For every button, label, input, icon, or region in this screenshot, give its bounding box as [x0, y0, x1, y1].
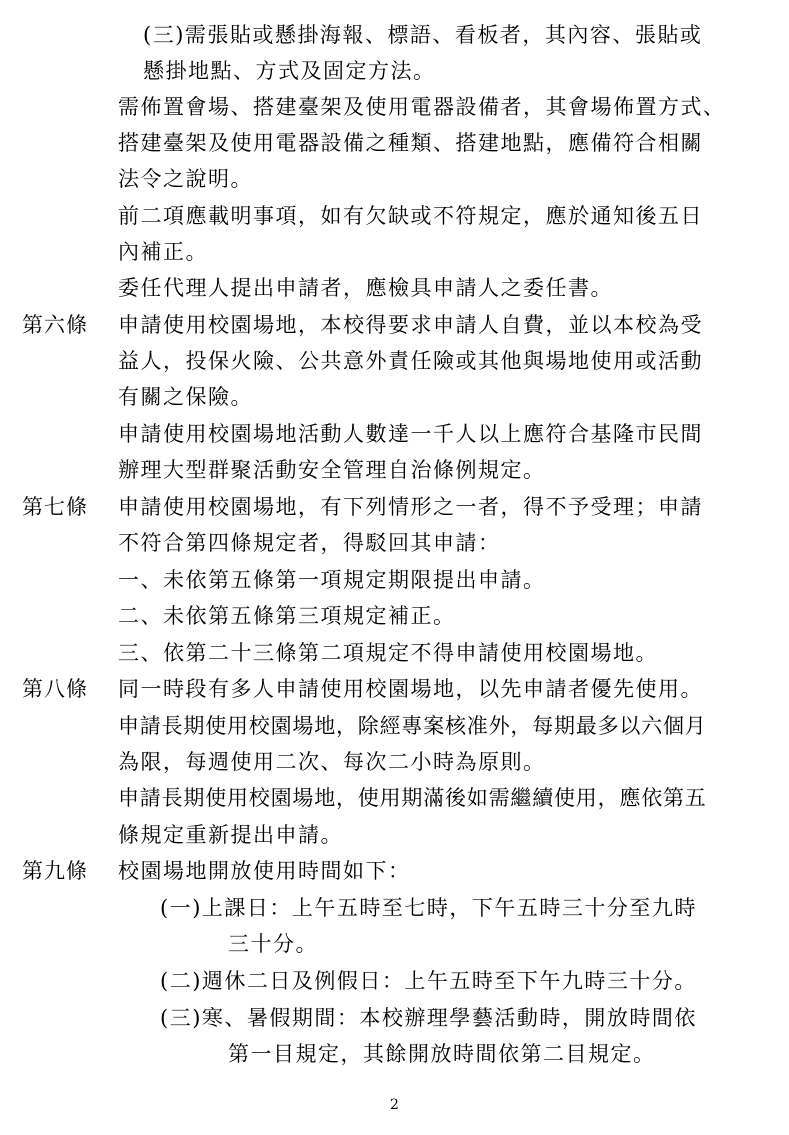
- text-line: 一、未依第五條第一項規定期限提出申請。: [118, 568, 546, 592]
- text-line: 益人，投保火險、公共意外責任險或其他與場地使用或活動: [118, 349, 703, 373]
- text-line: 同一時段有多人申請使用校園場地，以先申請者優先使用。: [118, 677, 703, 701]
- text-line: 二、未依第五條第三項規定補正。: [118, 604, 456, 628]
- text-line: 三、依第二十三條第二項規定不得申請使用校園場地。: [118, 641, 658, 665]
- text-line: 申請長期使用校園場地，除經專案核准外，每期最多以六個月: [118, 714, 707, 738]
- text-line: 三十分。: [228, 932, 318, 956]
- text-line: 不符合第四條規定者，得駁回其申請：: [118, 531, 501, 555]
- text-line: 前二項應載明事項，如有欠缺或不符規定，應於通知後五日: [118, 204, 703, 228]
- text-line: 申請使用校園場地，本校得要求申請人自費，並以本校為受: [118, 313, 703, 337]
- text-line: 有關之保險。: [118, 385, 253, 409]
- text-line: 條規定重新提出申請。: [118, 823, 343, 847]
- text-line: 懸掛地點、方式及固定方法。: [143, 59, 436, 83]
- text-line: 法令之說明。: [118, 167, 253, 191]
- article-label: 第九條: [22, 859, 88, 883]
- text-line: 內補正。: [118, 240, 208, 264]
- text-line: (二)週休二日及例假日：上午五時至下午九時三十分。: [160, 969, 697, 993]
- text-line: 委任代理人提出申請者，應檢具申請人之委任書。: [118, 276, 613, 300]
- text-line: (三)寒、暑假期間：本校辦理學藝活動時，開放時間依: [160, 1006, 697, 1030]
- article-label: 第八條: [22, 677, 88, 701]
- text-line: 為限，每週使用二次、每次二小時為原則。: [118, 750, 546, 774]
- text-line: (三)需張貼或懸掛海報、標語、看板者，其內容、張貼或: [143, 23, 703, 47]
- text-line: 申請長期使用校園場地，使用期滿後如需繼續使用，應依第五: [118, 786, 707, 810]
- article-label: 第六條: [22, 313, 88, 337]
- article-label: 第七條: [22, 495, 88, 519]
- text-line: 申請使用校園場地，有下列情形之一者，得不予受理；申請: [118, 495, 703, 519]
- page-number: 2: [390, 1097, 399, 1113]
- text-line: 需佈置會場、搭建臺架及使用電器設備者，其會場佈置方式、: [118, 95, 726, 119]
- text-line: 申請使用校園場地活動人數達一千人以上應符合基隆市民間: [118, 422, 703, 446]
- text-line: 搭建臺架及使用電器設備之種類、搭建地點，應備符合相關: [118, 131, 703, 155]
- text-line: 第一目規定，其餘開放時間依第二目規定。: [228, 1042, 656, 1066]
- text-line: (一)上課日：上午五時至七時，下午五時三十分至九時: [160, 896, 697, 920]
- text-line: 校園場地開放使用時間如下：: [118, 859, 411, 883]
- text-line: 辦理大型群聚活動安全管理自治條例規定。: [118, 458, 546, 482]
